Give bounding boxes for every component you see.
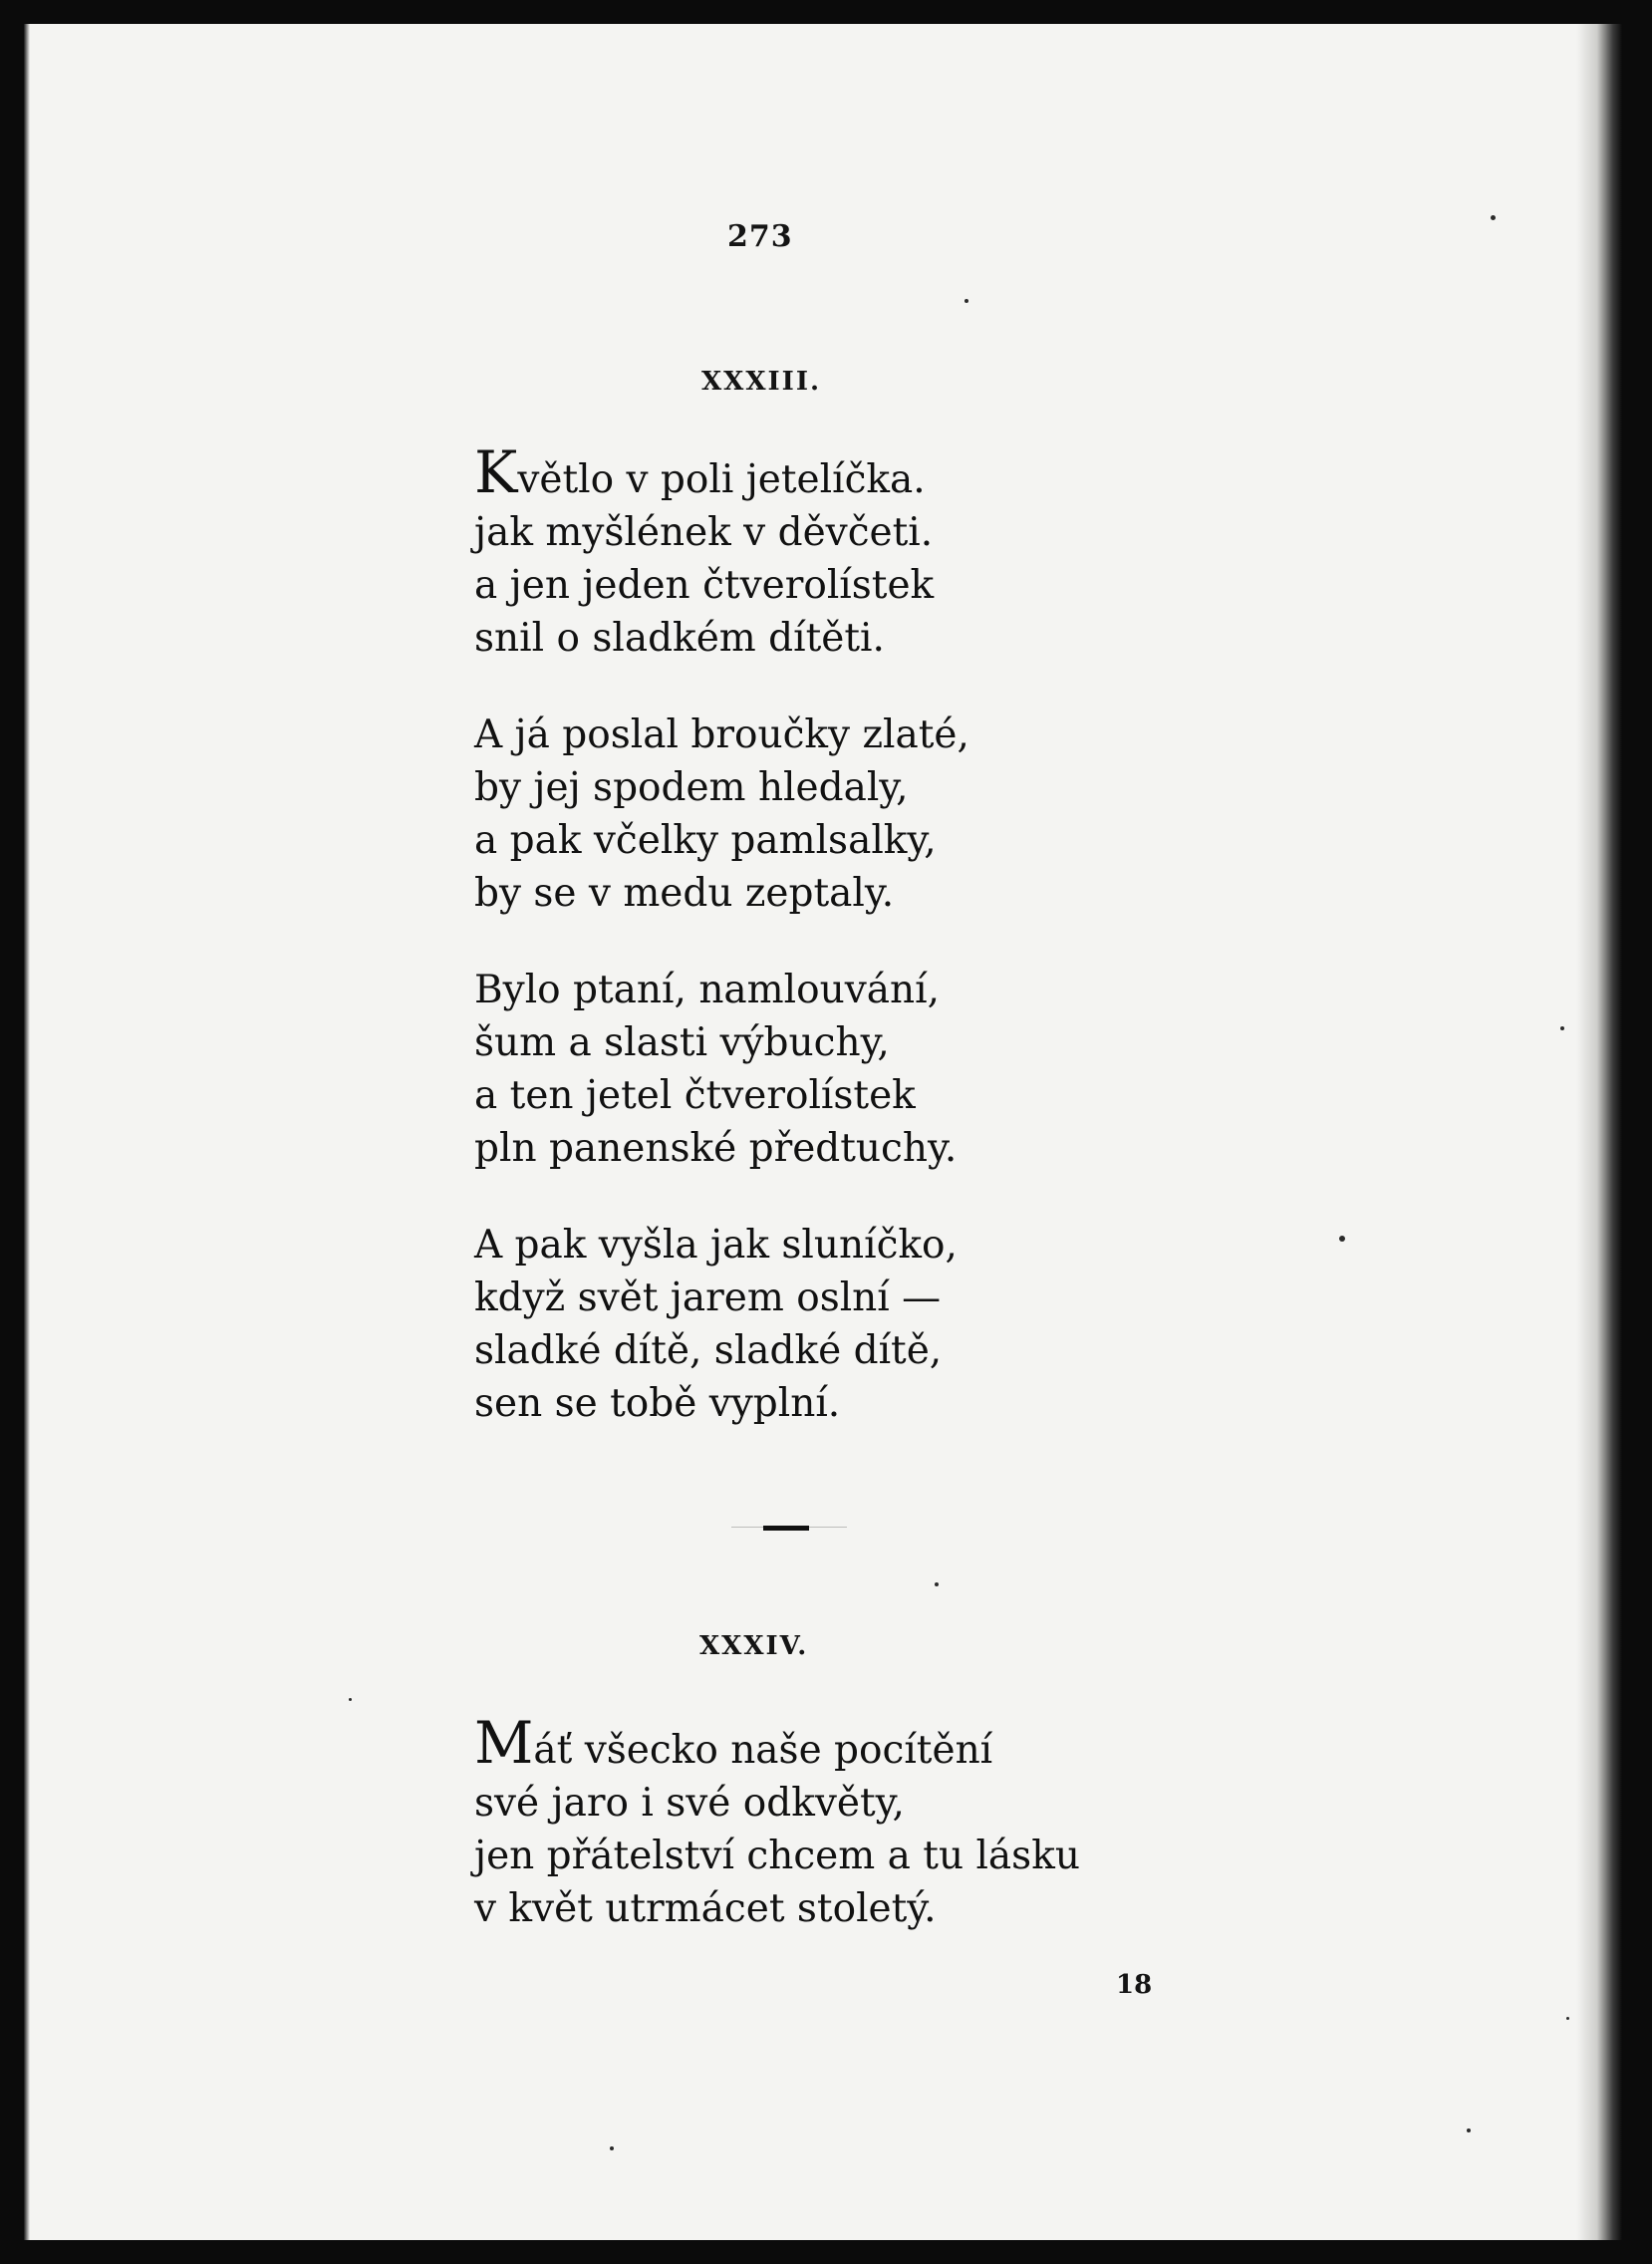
poem-line: pln panenské předtuchy. <box>474 1126 958 1171</box>
poem-line: když svět jarem oslní — <box>474 1275 942 1320</box>
poem-line: Květlo v poli jetelíčka. <box>474 438 926 506</box>
poem-line: a ten jetel čtverolístek <box>474 1073 916 1118</box>
stanza <box>474 1709 1080 1935</box>
stanza <box>474 964 969 1175</box>
scan-speck <box>1467 2128 1471 2132</box>
scan-speck <box>1560 1026 1564 1030</box>
poem-line: A pak vyšla jak sluníčko, <box>474 1223 958 1268</box>
poem-xxxiii <box>474 438 969 1474</box>
stanza <box>474 438 969 665</box>
poem-line: sen se tobě vyplní. <box>474 1381 841 1426</box>
scan-speck <box>1491 215 1496 220</box>
poem-line: šum a slasti výbuchy, <box>474 1020 890 1065</box>
poem-line: a pak včelky pamlsalky, <box>474 818 937 863</box>
poem-line: by se v medu zeptaly. <box>474 871 895 916</box>
poem-line: sladké dítě, sladké dítě, <box>474 1328 943 1373</box>
page-right-edge-shadow <box>1576 24 1622 2240</box>
book-page <box>24 24 1622 2240</box>
poem-line: snil o sladkém dítěti. <box>474 616 885 661</box>
poem-line: své jaro i své odkvěty, <box>474 1781 905 1826</box>
poem-heading-xxxiii: XXXIII. <box>701 367 822 397</box>
poem-line: Bylo ptaní, namlouvání, <box>474 968 941 1012</box>
poem-xxxiv <box>474 1709 1080 1979</box>
poem-line: jak myšlének v děvčeti. <box>474 510 934 555</box>
scan-speck <box>935 1582 939 1586</box>
page-left-edge-shadow <box>24 24 30 2240</box>
divider-dash <box>763 1526 809 1531</box>
printer-signature-mark: 18 <box>1116 1970 1153 2000</box>
scan-speck <box>1566 2017 1569 2020</box>
stanza <box>474 1219 969 1430</box>
poem-line: A já poslal broučky zlaté, <box>474 712 969 757</box>
section-divider <box>731 1526 847 1530</box>
stanza <box>474 708 969 920</box>
scan-speck <box>349 1698 352 1701</box>
poem-line: a jen jeden čtverolístek <box>474 563 935 608</box>
scan-speck <box>964 299 968 303</box>
poem-line: by jej spodem hledaly, <box>474 765 909 810</box>
scan-speck <box>1339 1236 1345 1242</box>
poem-line: v květ utrmácet stoletý. <box>474 1886 937 1931</box>
poem-line: jen přátelství chcem a tu lásku <box>474 1834 1080 1878</box>
poem-heading-xxxiv: XXXIV. <box>699 1631 809 1661</box>
poem-line: Máť všecko naše pocítění <box>474 1709 993 1777</box>
scan-speck <box>610 2146 614 2150</box>
page-number: 273 <box>727 219 793 254</box>
